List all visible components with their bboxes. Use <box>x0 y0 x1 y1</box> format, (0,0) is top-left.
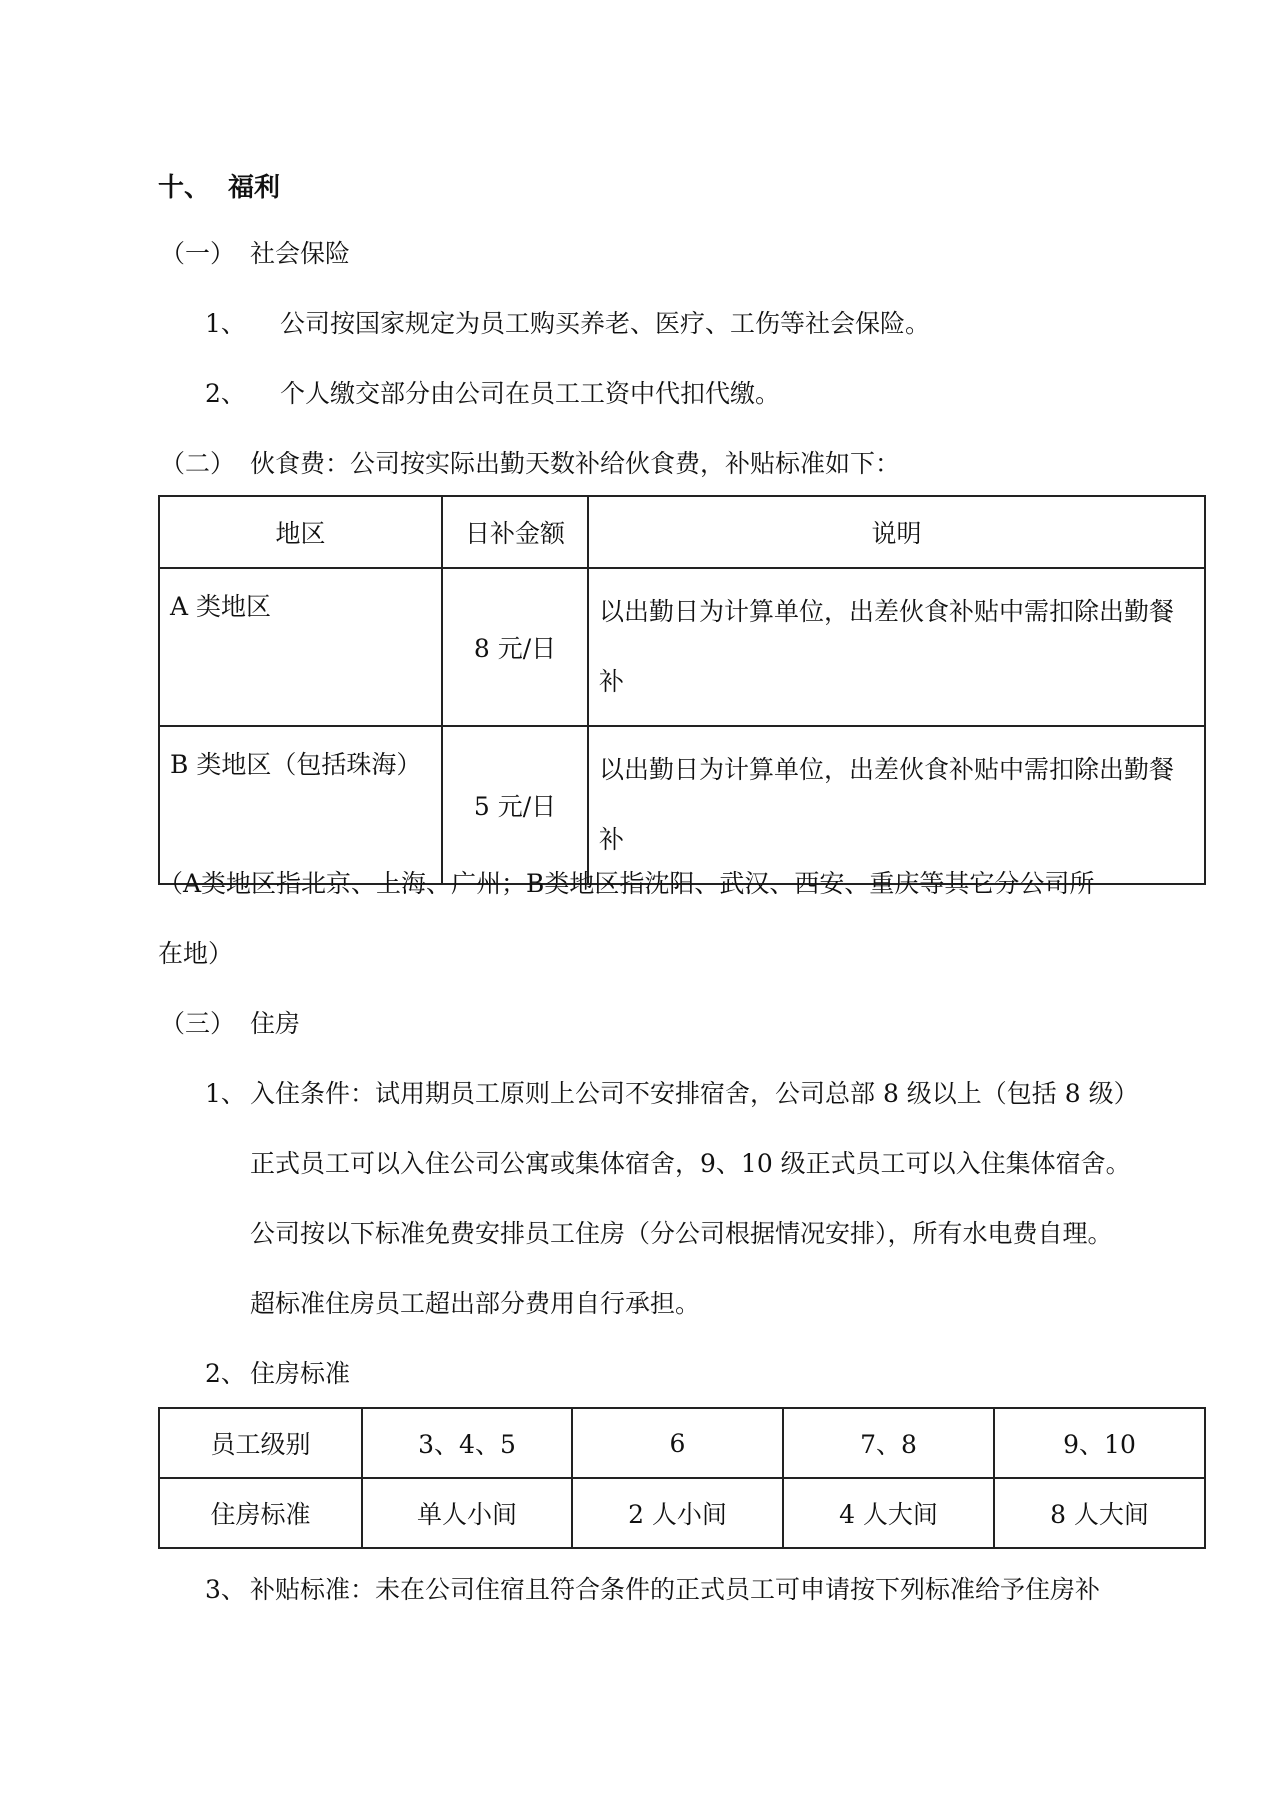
subsection-title: 住房 <box>250 1009 301 1038</box>
table-cell: 8 人大间 <box>994 1478 1205 1548</box>
note-cell: 以出勤日为计算单位，出差伙食补贴中需扣除出勤餐补 <box>588 568 1205 726</box>
list-item-number: 1、 <box>205 1079 246 1108</box>
table-row <box>159 726 1205 884</box>
list-item-text: 入住条件：试用期员工原则上公司不安排宿舍，公司总部 8 级以上（包括 8 级） <box>250 1079 1139 1108</box>
table-cell: 6 <box>572 1408 783 1478</box>
list-item-text: 公司按国家规定为员工购买养老、医疗、工伤等社会保险。 <box>280 309 931 338</box>
table-header-cell: 地区 <box>159 496 442 568</box>
table-row <box>159 568 1205 726</box>
region-footnote-continued: 在地） <box>158 939 234 968</box>
table-cell: 2 人小间 <box>572 1478 783 1548</box>
amount-cell: 5 元/日 <box>442 726 588 884</box>
table-row <box>159 1478 1205 1548</box>
amount-cell: 8 元/日 <box>442 568 588 726</box>
list-item-text: 个人缴交部分由公司在员工工资中代扣代缴。 <box>280 379 781 408</box>
list-item-text: 补贴标准：未在公司住宿且符合条件的正式员工可申请按下列标准给予住房补 <box>250 1575 1101 1604</box>
region-footnote: （A类地区指北京、上海、广州；B类地区指沈阳、武汉、西安、重庆等其它分公司所 <box>158 869 1095 898</box>
list-item-text: 正式员工可以入住公司公寓或集体宿舍，9、10 级正式员工可以入住集体宿舍。 <box>250 1149 1131 1178</box>
list-item-text: 公司按以下标准免费安排员工住房（分公司根据情况安排），所有水电费自理。 <box>250 1219 1113 1248</box>
table-row <box>159 1408 1205 1478</box>
section-number: 十、 <box>158 173 211 203</box>
subsection-label: （一） <box>160 239 236 268</box>
meal-allowance-table <box>158 495 1206 885</box>
table-cell: 3、4、5 <box>362 1408 572 1478</box>
list-item-text: 住房标准 <box>250 1359 351 1388</box>
list-item-number: 2、 <box>205 379 246 408</box>
table-cell: 9、10 <box>994 1408 1205 1478</box>
list-item-number: 3、 <box>205 1575 246 1604</box>
housing-standard-table <box>158 1407 1206 1549</box>
section-title: 福利 <box>228 173 281 203</box>
list-item-number: 2、 <box>205 1359 246 1388</box>
list-item-text: 超标准住房员工超出部分费用自行承担。 <box>250 1289 701 1318</box>
table-cell: 7、8 <box>783 1408 994 1478</box>
table-header-cell: 日补金额 <box>442 496 588 568</box>
region-cell: A 类地区 <box>159 568 442 726</box>
table-header-cell: 员工级别 <box>159 1408 362 1478</box>
meal-allowance-text: 伙食费：公司按实际出勤天数补给伙食费，补贴标准如下： <box>250 449 901 478</box>
subsection-title: 社会保险 <box>250 239 351 268</box>
note-cell: 以出勤日为计算单位，出差伙食补贴中需扣除出勤餐补 <box>588 726 1205 884</box>
subsection-label: （三） <box>160 1009 236 1038</box>
region-cell: B 类地区（包括珠海） <box>159 726 442 884</box>
table-header-row <box>159 496 1205 568</box>
list-item-number: 1、 <box>205 309 246 338</box>
table-header-cell: 说明 <box>588 496 1205 568</box>
table-cell: 4 人大间 <box>783 1478 994 1548</box>
table-header-cell: 住房标准 <box>159 1478 362 1548</box>
table-cell: 单人小间 <box>362 1478 572 1548</box>
subsection-label: （二） <box>160 449 236 478</box>
